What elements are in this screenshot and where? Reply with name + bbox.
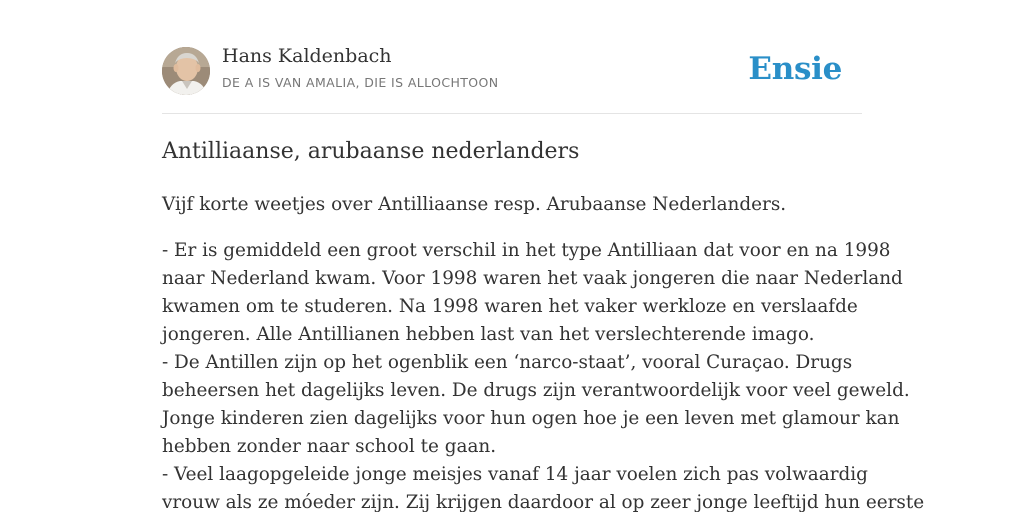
avatar-photo-icon — [162, 47, 210, 95]
article-intro: Vijf korte weetjes over Antilliaanse resp. Arubaanse Nederlanders. — [162, 194, 787, 215]
article-body-line: - Er is gemiddeld een groot verschil in het type Antilliaan dat voor en na 1998 — [162, 240, 891, 261]
article-body — [162, 237, 925, 512]
article-body-line: kwamen om te studeren. Na 1998 waren het vaker werkloze en verslaafde — [162, 296, 858, 317]
article-body-line: - De Antillen zijn op het ogenblik een ‘narco-staat’, vooral Curaçao. Drugs — [162, 352, 853, 373]
article-body-line: vrouw als ze móeder zijn. Zij krijgen daardoor al op zeer jonge leeftijd hun eerste — [162, 492, 925, 512]
page — [162, 0, 925, 512]
brand-logo[interactable]: Ensie — [748, 51, 842, 87]
article-title: Antilliaanse, arubaanse nederlanders — [162, 139, 580, 164]
author-avatar[interactable] — [162, 47, 210, 95]
article-body-line: hebben zonder naar school te gaan. — [162, 436, 497, 457]
author-name-link[interactable]: Hans Kaldenbach — [222, 45, 392, 67]
header — [162, 0, 862, 114]
article-body-line: beheersen het dagelijks leven. De drugs zijn verantwoordelijk voor veel geweld. — [162, 380, 910, 401]
article-body-line: jongeren. Alle Antillianen hebben last van het verslechterende imago. — [162, 324, 815, 345]
article-body-line: Jonge kinderen zien dagelijks voor hun ogen hoe je een leven met glamour kan — [162, 408, 900, 429]
article-body-line: naar Nederland kwam. Voor 1998 waren het vaak jongeren die naar Nederland — [162, 268, 903, 289]
article-body-line: - Veel laagopgeleide jonge meisjes vanaf 14 jaar voelen zich pas volwaardig — [162, 464, 868, 485]
author-bio: DE A IS VAN AMALIA, DIE IS ALLOCHTOON — [222, 75, 499, 90]
